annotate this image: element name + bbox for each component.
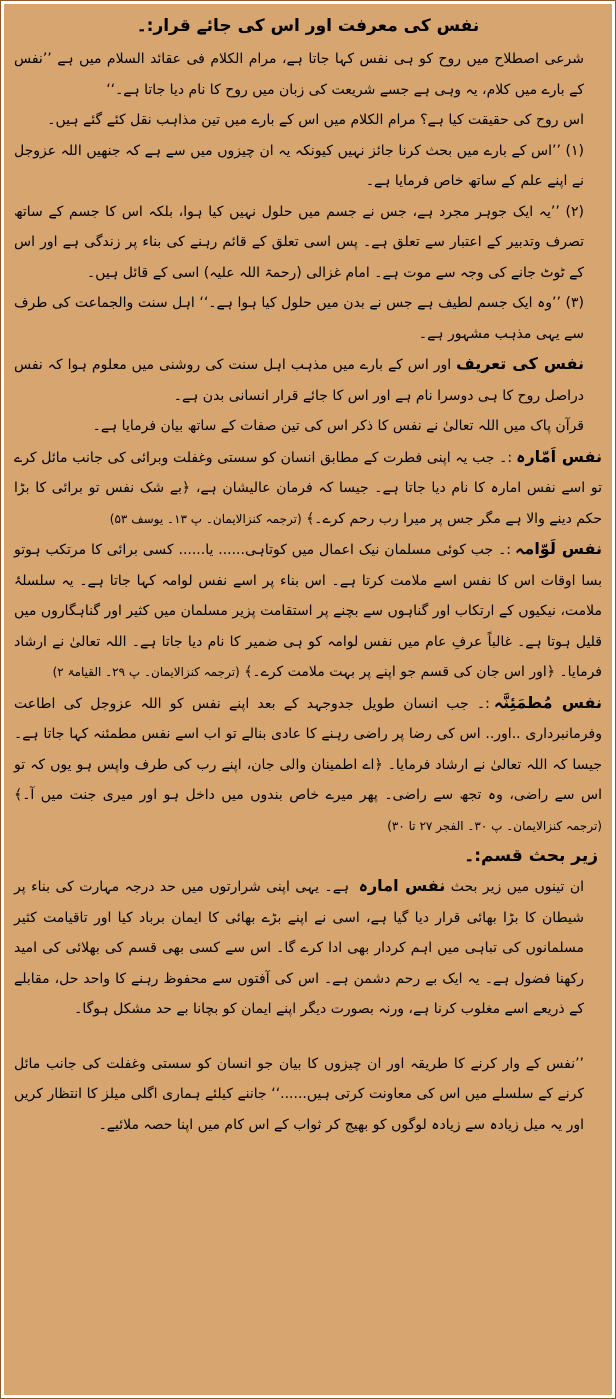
question-paragraph [14, 105, 602, 136]
section-subheading: زیر بحث قسم:۔ [464, 846, 598, 866]
view-three-paragraph [14, 288, 602, 349]
closing-text: ’’نفس کے وار کرنے کا طریقہ اور ان چیزوں کا بیان جو انسان کو سستی وغفلت کی جانب مائل کرنے کے سلسلے میں اس کی معاونت کرتی ہیں......‘‘ جاننے کیلئے ہماری اگلی میلز کا انتظار کریں اور یہ میل زیادہ سے زیادہ لوگوں کو بھیج کر ثواب کے اس کام میں اپنا حصہ ملائیے۔ [14, 1055, 584, 1133]
three-attributes-paragraph [14, 411, 602, 442]
nafs-ammara-reference: (ترجمہ کنزالایمان۔ پ ۱۳۔ یوسف ۵۳) [109, 511, 302, 526]
nafs-lawwama-term: نفس لَوّامہ [515, 539, 602, 558]
nafs-ammara-term: نفس اَمّارہ [516, 446, 603, 466]
nafs-lawwama-paragraph [14, 534, 602, 688]
question-text: اس روح کی حقیقت کیا ہے؟ مرام الکلام میں اس کے بارے میں تین مذاہب نقل کئے گئے ہیں۔ [47, 112, 584, 128]
discussion-text: ہے۔ یہی اپنی شرارتوں میں حد درجہ مہارت کی بناء پر شیطان کا بڑا بھائی قرار دیا گیا ہے، اسی نے اپنے بڑے بھائی کا ایمان برباد کیا اور تاقیامت کثیر مسلمانوں کی تباہی میں اہم کردار بھی ادا کرے گا۔ اس سے کسی بھی قسم کی بھلائی کی امید رکھنا فضول ہے۔ یہ ایک بے رحم دشمن ہے۔ اس کی آفتوں سے محفوظ رہنے کا واحد حل، مقابلے کے ذریعے اسے مغلوب کرنا ہے، ورنہ بصورت دیگر اپنے ایمان کو بچانا بے حد مشکل ہوگا۔ [14, 879, 584, 1017]
definition-paragraph [14, 349, 602, 411]
view-one-paragraph [14, 136, 602, 197]
nafs-lawwama-reference: (ترجمہ کنزالایمان۔ پ ۲۹۔ القیامۃ ۲) [52, 665, 240, 679]
spacer [14, 1025, 602, 1049]
view-two-text: (۲) ’’یہ ایک جوہر مجرد ہے، جس نے جسم میں حلول نہیں کیا ہوا، بلکہ اس کا جسم کے ساتھ تصرف وتدبیر کے اعتبار سے تعلق ہے۔ پس اسی تعلق کے قائم رہنے کی بناء پر زندگی ہے اور اس کے ٹوٹ جانے کی وجہ سے موت ہے۔ امام غزالی (رحمۃ اللہ علیہ) اسی کے قائل ہیں۔ [14, 203, 584, 281]
discussion-lead: ان تینوں میں زیر بحث [450, 879, 584, 895]
document-title: نفس کی معرفت اور اس کی جائے قرار:۔ [136, 16, 480, 36]
definition-text: اور اس کے بارے میں مذہب اہل سنت کی روشنی میں معلوم ہوا کہ نفس دراصل روح کا ہی دوسرا نام ہے اور اس کا جائے قرار انسانی بدن ہے۔ [14, 357, 584, 404]
nafs-mutmainna-text: :۔ جب انسان طویل جدوجہد کے بعد اپنے نفس کو اللہ عزوجل کی اطاعت وفرمانبرداری ..اور.. اس کی رضا پر راضی رہنے کا عادی بنالے تو اب اسے نفس مطمئنہ کہا جاتا ہے۔ جیسا کہ اللہ تعالیٰ نے ارشاد فرمایا۔ ﴿اے اطمینان والی جان، اپنے رب کی طرف واپس ہو یوں کہ تو اس سے راضی، وہ تجھ سے راضی۔ پھر میرے خاص بندوں میں داخل ہو اور میری جنت میں آ۔﴾ [14, 695, 602, 803]
intro-text: شرعی اصطلاح میں روح کو ہی نفس کہا جاتا ہے، مرام الکلام فی عقائد السلام میں ہے ’’نفس کے بارے میں کلام، یہ وہی ہے جسے شریعت کی زبان میں روح کا نام دیا جاتا ہے۔‘‘ [14, 51, 584, 98]
nafs-mutmainna-reference: (ترجمہ کنزالایمان۔ پ ۳۰۔ الفجر ۲۷ تا ۳۰) [387, 818, 602, 833]
nafs-ammara-paragraph [14, 442, 602, 535]
nafs-lawwama-text: :۔ جب کوئی مسلمان نیک اعمال میں کوتاہی...... یا...... کسی برائی کا مرتکب ہوتو بسا اوقات اس کا نفس اسے ملامت کرتا ہے۔ اس بناء پر اسے نفس لوامہ کہا جاتا ہے۔ یہ سلسلۂ ملامت، نیکیوں کے ارتکاب اور گناہوں سے بچنے پر استقامت پزیر مسلمان میں کثیر اور گناہگاروں میں قلیل ہوتا ہے۔ غالباً عرفِ عام میں نفس لوامہ کو ہی ضمیر کا نام دیا جاتا ہے۔ اللہ تعالیٰ نے ارشاد فرمایا۔ ﴿اور اس جان کی قسم جو اپنے پر بہت ملامت کرے۔﴾ [14, 542, 602, 680]
nafs-mutmainna-term: نفس مُطمَئِنَّہ [493, 692, 602, 712]
definition-heading: نفس کی تعریف [456, 354, 585, 373]
three-attributes-text: قرآن پاک میں اللہ تعالیٰ نے نفس کا ذکر اس کی تین صفات کے ساتھ بیان فرمایا ہے۔ [92, 418, 584, 434]
view-three-text: (۳) ’’وہ ایک جسم لطیف ہے جس نے بدن میں حلول کیا ہوا ہے۔‘‘ اہل سنت والجماعت کی طرف سے یہی مذہب مشہور ہے۔ [14, 295, 584, 342]
view-one-text: (۱) ’’اس کے بارے میں بحث کرنا جائز نہیں کیونکہ یہ ان چیزوں میں سے ہے کہ جنھیں اللہ عزوجل نے اپنے علم کے ساتھ خاص فرمایا ہے۔ [14, 142, 584, 189]
view-two-paragraph [14, 197, 602, 289]
nafs-mutmainna-paragraph [14, 688, 602, 842]
discussion-paragraph [14, 871, 602, 1025]
closing-paragraph [14, 1049, 602, 1141]
nafs-ammara-text: :۔ جب یہ اپنی فطرت کے مطابق انسان کو سستی وغفلت وبرائی کی جانب مائل کرے تو اسے نفس امارہ کا نام دیا جاتا ہے۔ جیسا کہ فرمان عالیشان ہے، ﴿بے شک نفس تو برائی کا بڑا حکم دینے والا ہے مگر جس پر میرا رب رحم کرے۔﴾ [14, 449, 602, 527]
discussion-term: نفس امارہ [358, 876, 446, 895]
intro-paragraph [14, 44, 602, 105]
